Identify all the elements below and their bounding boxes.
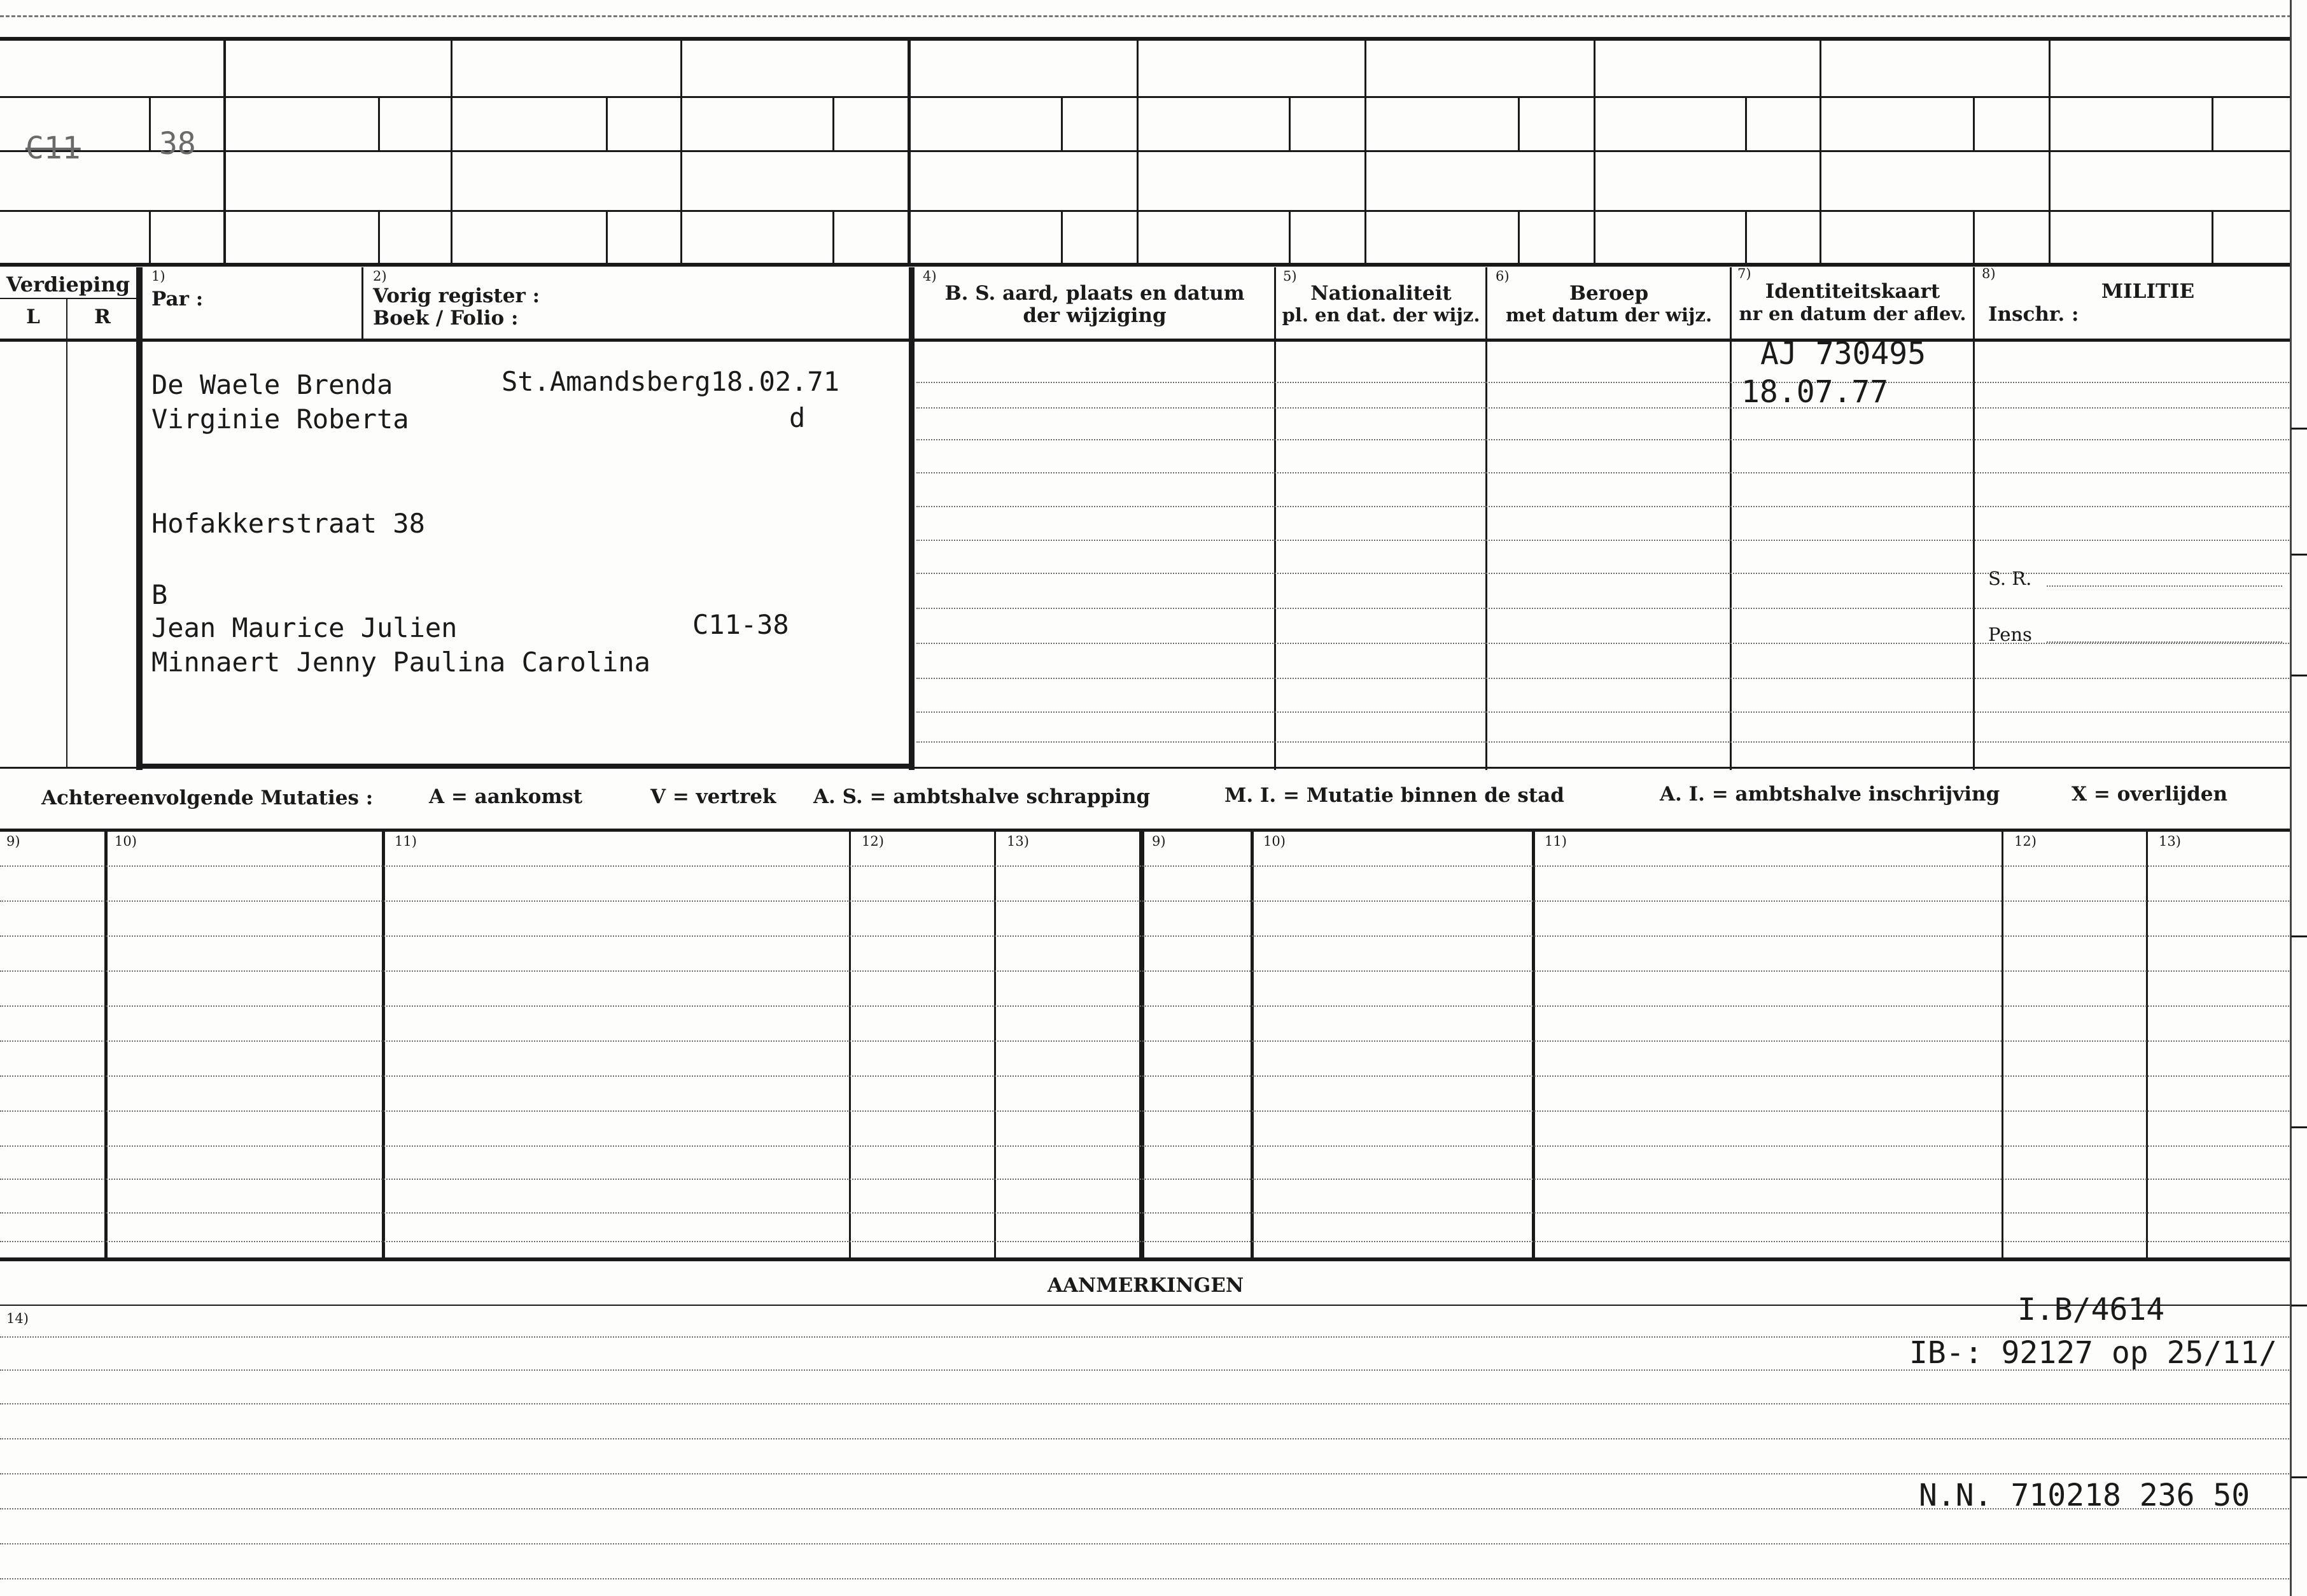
person-ref-code: C11-38	[692, 609, 789, 640]
person-mother: Minnaert Jenny Paulina Carolina	[151, 647, 650, 678]
mutation-code-mi: M. I. = Mutatie binnen de stad	[1224, 784, 1564, 807]
person-gender: d	[789, 402, 806, 433]
person-surname-given: De Waele Brenda	[151, 369, 393, 400]
person-marker: B	[151, 579, 168, 610]
remark-ib-number: I.B/4614	[2017, 1292, 2165, 1327]
mut-col-9-left: 9)	[6, 834, 20, 849]
col7-header-line1: Identiteitskaart	[1765, 280, 1940, 303]
col2-boek-folio: Boek / Folio :	[373, 307, 519, 330]
top-house-number: 38	[159, 126, 196, 162]
mut-col-11-left: 11)	[395, 834, 417, 849]
col8-number: 8)	[1982, 266, 1996, 281]
col2-vorig-register: Vorig register :	[373, 284, 540, 307]
militie-title: MILITIE	[2101, 280, 2195, 303]
col1-number: 1)	[151, 269, 165, 284]
mutation-code-v: V = vertrek	[650, 785, 776, 808]
col4-number: 4)	[923, 269, 937, 284]
militie-sr-line	[2047, 585, 2282, 587]
person-father: Jean Maurice Julien	[151, 612, 458, 643]
remarks-title: AANMERKINGEN	[1047, 1274, 1244, 1297]
remark-national-number: N.N. 710218 236 50	[1919, 1478, 2250, 1513]
col6-number: 6)	[1496, 269, 1510, 284]
remarks-number: 14)	[6, 1311, 29, 1326]
mutations-title: Achtereenvolgende Mutaties :	[41, 787, 374, 809]
mutation-code-as: A. S. = ambtshalve schrapping	[813, 785, 1151, 808]
mut-col-13-right: 13)	[2159, 834, 2181, 849]
col1-par-label: Par :	[151, 288, 204, 311]
mut-col-10-right: 10)	[1263, 834, 1286, 849]
mut-col-13-left: 13)	[1007, 834, 1029, 849]
col7-header-line2: nr en datum der aflev.	[1739, 303, 1967, 325]
militie-pens-line	[2047, 641, 2282, 643]
mutations-top-border	[0, 767, 2291, 769]
militie-inschr-label: Inschr. :	[1988, 303, 2079, 326]
person-given-names: Virginie Roberta	[151, 403, 409, 435]
mut-col-9-right: 9)	[1152, 834, 1166, 849]
col7-number: 7)	[1737, 266, 1751, 281]
id-card-date: 18.07.77	[1741, 374, 1889, 410]
top-edge-noise	[0, 15, 2291, 17]
remark-ib-date: IB-: 92127 op 25/11/	[1909, 1335, 2277, 1371]
col5-number: 5)	[1283, 269, 1297, 284]
remarks-top-line	[0, 1305, 2291, 1306]
verdieping-label: Verdieping	[6, 272, 130, 297]
col2-number: 2)	[373, 269, 387, 284]
col6-header-line1: Beroep	[1569, 282, 1649, 305]
col4-header-line1: B. S. aard, plaats en datum	[944, 282, 1245, 305]
mut-col-12-left: 12)	[862, 834, 884, 849]
id-card-number: AJ 730495	[1760, 336, 1926, 372]
mut-col-11-right: 11)	[1545, 834, 1567, 849]
mutation-code-x: X = overlijden	[2072, 783, 2228, 806]
col6-header-line2: met datum der wijz.	[1505, 304, 1713, 326]
col5-header-line1: Nationaliteit	[1310, 282, 1452, 305]
mutation-code-ai: A. I. = ambtshalve inschrijving	[1660, 783, 2000, 806]
mut-col-10-left: 10)	[115, 834, 137, 849]
col4-header-line2: der wijziging	[1023, 304, 1167, 327]
person-address: Hofakkerstraat 38	[151, 508, 425, 539]
mutation-code-a: A = aankomst	[429, 785, 583, 808]
militie-sr-label: S. R.	[1988, 568, 2032, 589]
verdieping-left: L	[26, 305, 40, 328]
person-birthplace-date: St.Amandsberg18.02.71	[501, 366, 840, 397]
verdieping-right: R	[94, 305, 111, 328]
militie-pens-label: Pens	[1988, 624, 2032, 645]
top-code: C11	[25, 130, 81, 166]
mut-col-12-right: 12)	[2014, 834, 2037, 849]
col5-header-line2: pl. en dat. der wijz.	[1282, 304, 1480, 326]
